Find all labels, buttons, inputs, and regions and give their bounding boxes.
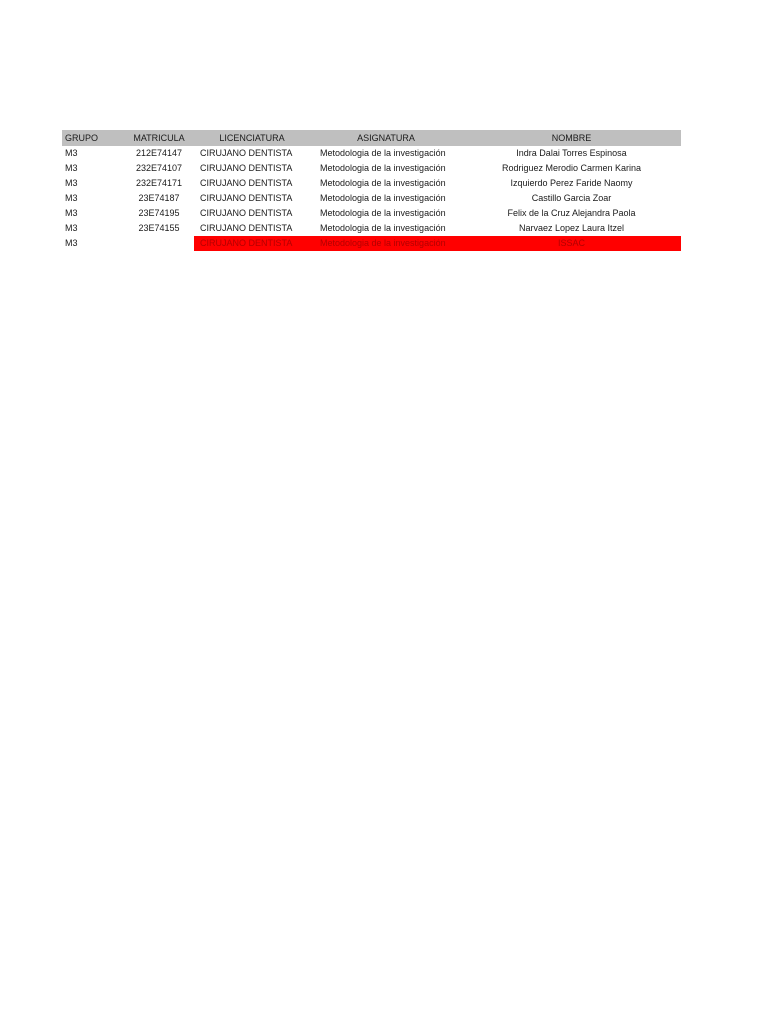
cell-asignatura: Metodologia de la investigación [320,193,446,203]
cell-licenciatura: CIRUJANO DENTISTA [200,223,293,233]
header-nombre: NOMBRE [551,133,592,143]
cell-licenciatura: CIRUJANO DENTISTA [200,148,293,158]
cell-asignatura: Metodologia de la investigación [320,178,446,188]
cell-nombre: Narvaez Lopez Laura Itzel [518,223,625,233]
table-header [62,130,681,146]
cell-nombre: Indra Dalai Torres Espinosa [516,148,627,158]
cell-grupo: M3 [65,223,78,233]
cell-matricula: 232E74107 [135,163,183,173]
cell-nombre: Castillo Garcia Zoar [531,193,612,203]
cell-nombre: Rodriguez Merodio Carmen Karina [501,163,642,173]
cell-asignatura: Metodologia de la investigación [310,236,462,251]
cell-licenciatura: CIRUJANO DENTISTA [200,178,293,188]
cell-matricula: 23E74195 [138,208,180,218]
cell-grupo: M3 [65,193,78,203]
table-row [62,161,681,176]
student-table [62,130,681,251]
table-row [62,221,681,236]
cell-matricula: 212E74147 [135,148,183,158]
header-matricula: MATRICULA [133,133,185,143]
cell-matricula: 232E74171 [135,178,183,188]
cell-licenciatura: CIRUJANO DENTISTA [200,193,293,203]
spreadsheet-sheet [62,130,681,251]
header-row [62,130,681,146]
cell-asignatura: Metodologia de la investigación [320,163,446,173]
table-row [62,206,681,221]
table-row [62,176,681,191]
cell-grupo: M3 [65,163,78,173]
header-licenciatura: LICENCIATURA [219,133,285,143]
table-row [62,191,681,206]
cell-grupo: M3 [65,238,78,248]
cell-asignatura: Metodologia de la investigación [320,208,446,218]
cell-nombre: Felix de la Cruz Alejandra Paola [507,208,636,218]
cell-nombre: Izquierdo Perez Faride Naomy [510,178,633,188]
cell-licenciatura: CIRUJANO DENTISTA [194,236,310,251]
cell-matricula: 23E74187 [138,193,180,203]
cell-asignatura: Metodologia de la investigación [320,223,446,233]
cell-asignatura: Metodologia de la investigación [320,148,446,158]
cell-matricula: 23E74155 [138,223,180,233]
cell-grupo: M3 [65,208,78,218]
table-body [62,146,681,251]
cell-matricula [124,236,194,251]
cell-nombre: ISSAC [462,236,681,251]
highlighted-table-row [62,236,681,251]
cell-grupo: M3 [65,148,78,158]
header-asignatura: ASIGNATURA [357,133,415,143]
table-row [62,146,681,161]
cell-grupo: M3 [65,178,78,188]
header-grupo: GRUPO [65,133,99,143]
cell-licenciatura: CIRUJANO DENTISTA [200,208,293,218]
cell-licenciatura: CIRUJANO DENTISTA [200,163,293,173]
